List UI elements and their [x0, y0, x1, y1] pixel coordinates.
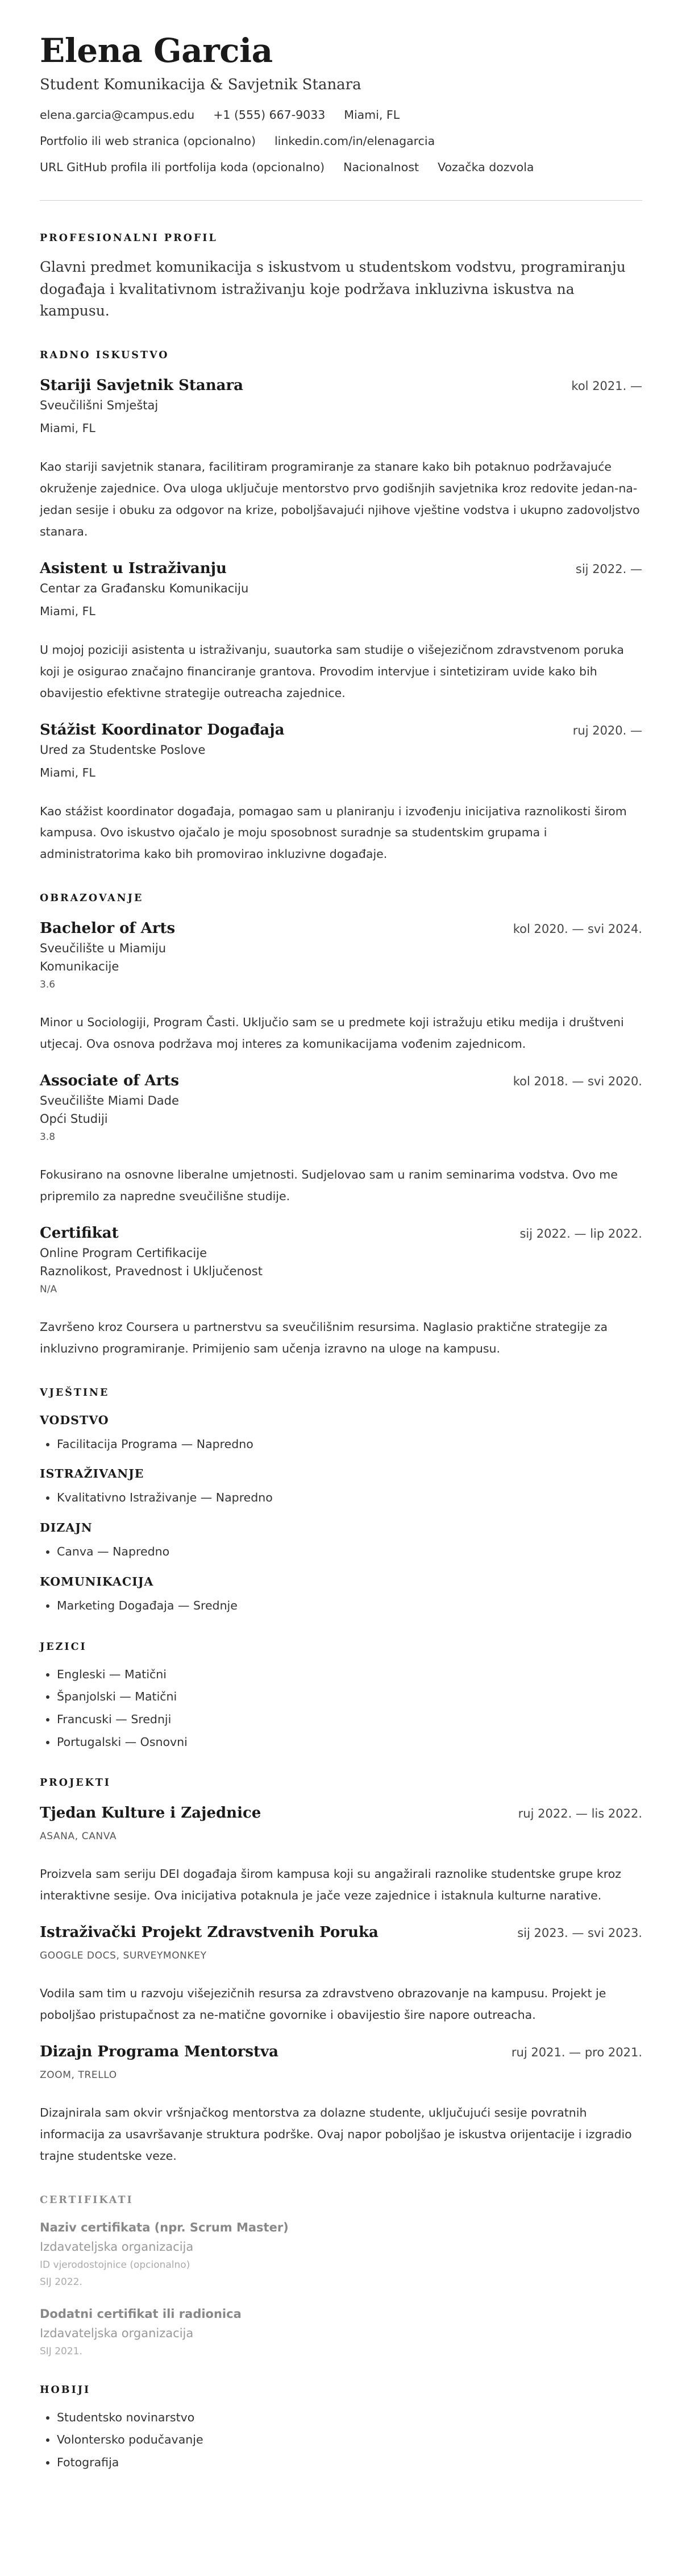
skill-category: VODSTVO: [40, 1413, 109, 1427]
hobby-item: • Volontersko podučavanje: [57, 2432, 642, 2448]
section-title: RADNO ISKUSTVO: [40, 350, 169, 362]
skill-item: • Canva — Napredno: [57, 1544, 642, 1560]
project-tools: ZOOM, TRELLO: [40, 2069, 117, 2081]
contact-github[interactable]: URL GitHub profila ili portfolija koda (opcionalno): [40, 160, 325, 174]
certificate-date: SIJ 2022.: [40, 2276, 82, 2288]
certificate-issuer: Izdavateljska organizacija: [40, 2239, 194, 2254]
section-title: VJEŠTINE: [40, 1387, 110, 1399]
contact-phone[interactable]: +1 (555) 667-9033: [213, 107, 326, 122]
language-item: • Francuski — Srednji: [57, 1711, 642, 1728]
section-title: PROJEKTI: [40, 1777, 111, 1789]
study-field: Opći Studiji: [40, 1112, 108, 1126]
job-organization: Centar za Građansku Komunikaciju: [40, 581, 249, 595]
education-entry: [40, 1225, 642, 1360]
project-description: Vodila sam tim u razvoju višejezičnih resursa za zdravstveno obrazovanje na kampusu. Projekt je poboljšao pristupačnost za ne-matične govornike i obavijestio šire napore outreacha.: [40, 1986, 606, 2022]
skill-category: ISTRAŽIVANJE: [40, 1467, 144, 1481]
section-title: CERTIFIKATI: [40, 2194, 134, 2206]
section-title: OBRAZOVANJE: [40, 893, 144, 905]
project-entry: [40, 2043, 642, 2167]
degree-date: kol 2020. — svi 2024.: [513, 922, 642, 936]
job-description: Kao stážist koordinator događaja, pomagao sam u planiranju i izvođenju inicijativa raznolikosti širom kampusa. Ovo iskustvo ojačalo je moju sposobnost suradnje sa studentskim grupama i administratorima kako bih promovirao inkluzivne događaje.: [40, 804, 627, 861]
certificate-date: SIJ 2021.: [40, 2345, 82, 2357]
skills-section: [40, 1387, 642, 1614]
project-date: sij 2023. — svi 2023.: [517, 1926, 642, 1940]
contact-location: Miami, FL: [344, 107, 400, 122]
skill-category: DIZAJN: [40, 1521, 93, 1535]
profile-summary: Glavni predmet komunikacija s iskustvom u studentskom vodstvu, programiranju događaja i kvalitativnom istraživanju koje podržava inkluzivna iskustva na kampusu.: [40, 258, 626, 320]
project-title: Tjedan Kulture i Zajednice: [40, 1805, 261, 1822]
degree-title: Certifikat: [40, 1224, 119, 1242]
grade: 3.6: [40, 979, 56, 991]
skill-item: • Facilitacija Programa — Napredno: [57, 1436, 642, 1453]
section-title: HOBIJI: [40, 2384, 91, 2396]
project-title: Dizajn Programa Mentorstva: [40, 2043, 278, 2060]
contact-nationality: Nacionalnost: [343, 160, 419, 174]
degree-title: Bachelor of Arts: [40, 920, 176, 938]
education-description: Završeno kroz Coursera u partnerstvu sa sveučilišnim resursima. Naglasio praktične strategije za inkluzivno programiranje. Primijenio sam učenja izravno na uloge na kampusu.: [40, 1320, 608, 1355]
skill-group: [40, 1467, 642, 1506]
degree-title: Associate of Arts: [40, 1072, 180, 1090]
education-entry: [40, 920, 642, 1055]
school-name: Online Program Certifikacije: [40, 1246, 207, 1260]
job-location: Miami, FL: [40, 765, 95, 779]
degree-date: kol 2018. — svi 2020.: [513, 1075, 642, 1089]
job-date: sij 2022. —: [575, 562, 642, 576]
skill-group: [40, 1521, 642, 1560]
certificate-title: Dodatni certifikat ili radionica: [40, 2307, 242, 2321]
skill-item: • Kvalitativno Istraživanje — Napredno: [57, 1490, 642, 1506]
job-location: Miami, FL: [40, 604, 95, 618]
study-field: Komunikacije: [40, 960, 119, 974]
hobbies-section: [40, 2384, 642, 2471]
school-name: Sveučilište Miami Dade: [40, 1094, 179, 1108]
job-title: Stážist Koordinator Događaja: [40, 721, 285, 739]
contact-drivers-license: Vozačka dozvola: [438, 160, 534, 174]
education-description: Fokusirano na osnovne liberalne umjetnosti. Sudjelovao sam u ranim seminarima vodstva. Ovo me pripremilo za napredne sveučilišne studije.: [40, 1168, 618, 1204]
skill-category: KOMUNIKACIJA: [40, 1574, 154, 1588]
job-location: Miami, FL: [40, 421, 95, 435]
language-item: • Engleski — Matični: [57, 1666, 642, 1683]
job-title: Stariji Savjetnik Stanara: [40, 377, 244, 395]
candidate-name: Elena Garcia: [40, 31, 273, 70]
contact-linkedin[interactable]: linkedin.com/in/elenagarcia: [274, 134, 435, 148]
languages-section: [40, 1641, 642, 1750]
degree-date: sij 2022. — lip 2022.: [519, 1226, 642, 1241]
section-title: JEZICI: [40, 1641, 87, 1653]
project-tools: ASANA, CANVA: [40, 1831, 117, 1843]
language-item: • Portugalski — Osnovni: [57, 1734, 642, 1750]
project-date: ruj 2022. — lis 2022.: [518, 1807, 642, 1821]
job-title: Asistent u Istraživanju: [40, 559, 227, 577]
contact-portfolio[interactable]: Portfolio ili web stranica (opcionalno): [40, 134, 256, 148]
projects-section: [40, 1777, 642, 2167]
job-date: kol 2021. —: [571, 379, 642, 393]
education-section: [40, 893, 642, 1360]
grade: N/A: [40, 1283, 57, 1295]
project-date: ruj 2021. — pro 2021.: [511, 2045, 642, 2059]
skill-item: • Marketing Događaja — Srednje: [57, 1598, 642, 1614]
certificate-issuer: Izdavateljska organizacija: [40, 2326, 194, 2340]
project-entry: [40, 1805, 642, 1907]
project-tools: GOOGLE DOCS, SURVEYMONKEY: [40, 1950, 207, 1962]
language-item: • Španjolski — Matični: [57, 1689, 642, 1705]
header-divider: [40, 200, 642, 201]
education-entry: [40, 1072, 642, 1208]
experience-entry: [40, 560, 642, 704]
candidate-headline: Student Komunikacija & Savjetnik Stanara: [40, 76, 361, 93]
experience-section: [40, 350, 642, 865]
project-entry: [40, 1924, 642, 2026]
experience-entry: [40, 721, 642, 866]
certificate-entry: [40, 2221, 642, 2288]
certificate-entry: [40, 2307, 642, 2357]
hobby-item: • Fotografija: [57, 2454, 642, 2471]
contact-row-1: [40, 108, 642, 122]
school-name: Sveučilište u Miamiju: [40, 941, 167, 956]
certificate-title: Naziv certifikata (npr. Scrum Master): [40, 2220, 289, 2234]
job-organization: Ured za Studentske Poslove: [40, 742, 206, 757]
skill-group: [40, 1413, 642, 1453]
grade: 3.8: [40, 1131, 56, 1143]
certificate-credential: ID vjerodostojnice (opcionalno): [40, 2259, 190, 2271]
contact-row-3: [40, 160, 642, 174]
profile-section: [40, 233, 642, 322]
job-organization: Sveučilišni Smještaj: [40, 399, 159, 413]
project-description: Proizvela sam seriju DEI događaja širom kampusa koji su angažirali raznolike studentske grupe kroz interaktivne sesije. Ova inicijativa potaknula je jače veze zajednice i istaknula kulturne narative.: [40, 1867, 622, 1903]
contact-email[interactable]: elena.garcia@campus.edu: [40, 107, 195, 122]
study-field: Raznolikost, Pravednost i Uključenost: [40, 1264, 263, 1278]
section-title: PROFESIONALNI PROFIL: [40, 232, 218, 244]
skill-group: [40, 1575, 642, 1614]
education-description: Minor u Sociologiji, Program Časti. Uključio sam se u predmete koji istražuju etiku medija i društveni utjecaj. Ova osnova podržava moj interes za komunikacijama vođenim zajednicom.: [40, 1015, 624, 1051]
job-date: ruj 2020. —: [572, 723, 642, 737]
contact-row-2: [40, 134, 642, 148]
certificates-section: [40, 2195, 642, 2357]
job-description: Kao stariji savjetnik stanara, facilitiram programiranje za stanare kako bih potaknuo podržavajuće okruženje zajednice. Ova uloga uključuje mentorstvo prvo godišnjih savjetnika kroz redovite jedan-na-jedan sesije i obuku za odgovor na krize, poboljšavajući njihove vještine vodstva i ukupno zadovoljstvo stanara.: [40, 460, 640, 538]
project-description: Dizajnirala sam okvir vršnjačkog mentorstva za dolazne studente, uključujući sesije povratnih informacija za usavršavanje struktura podrške. Ovaj napor poboljšao je iskustva orijentacije i izgradio trajne studentske veze.: [40, 2105, 632, 2163]
hobby-item: • Studentsko novinarstvo: [57, 2409, 642, 2426]
project-title: Istraživački Projekt Zdravstvenih Poruka: [40, 1924, 379, 1942]
experience-entry: [40, 377, 642, 543]
job-description: U mojoj poziciji asistenta u istraživanju, suautorka sam studije o višejezičnom zdravstvenom poruka koji je osigurao značajno financiranje grantova. Provodim intervjue i sintetiziram uvide kako bih obavijestio efektivne strategije outreacha zajednice.: [40, 642, 624, 700]
